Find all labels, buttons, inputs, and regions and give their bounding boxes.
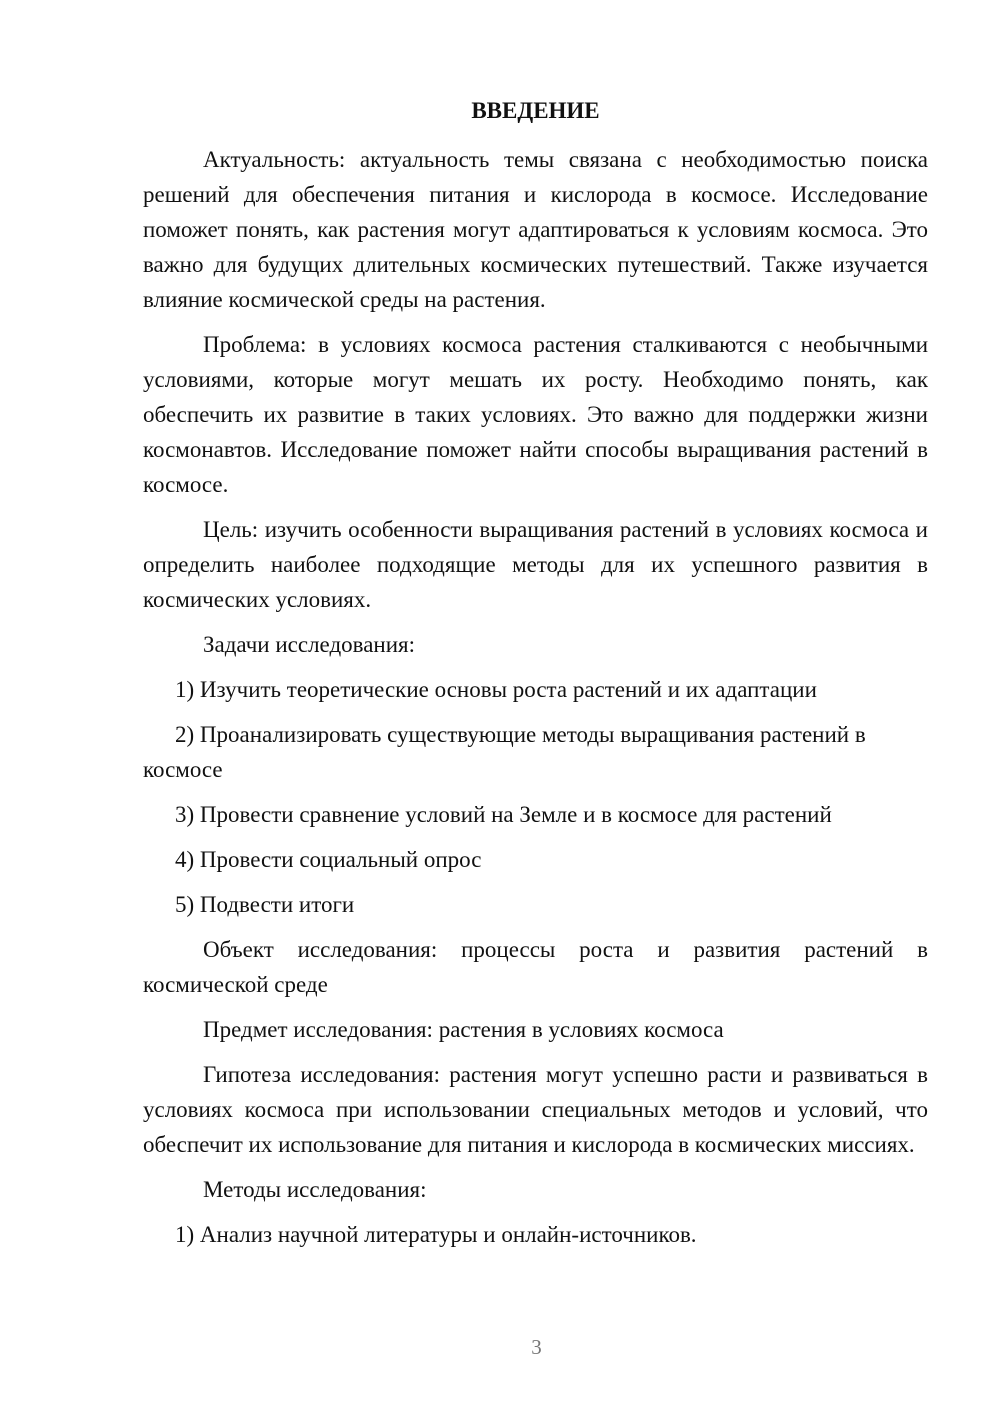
paragraph-subject: Предмет исследования: растения в условиях космоса — [203, 1017, 724, 1042]
task-item-4: 4) Провести социальный опрос — [175, 847, 482, 872]
paragraph-goal: Цель: изучить особенности выращивания растений в условиях космоса и определить наиболее подходящие методы для их успешного развития в космических условиях. — [143, 517, 928, 612]
paragraph-hypothesis: Гипотеза исследования: растения могут успешно расти и развиваться в условиях космоса при использовании специальных методов и условий, что обеспечит их использование для питания и кислорода в космических миссиях. — [143, 1062, 928, 1157]
tasks-heading: Задачи исследования: — [203, 632, 416, 657]
paragraph-problem: Проблема: в условиях космоса растения сталкиваются с необычными условиями, которые могут мешать их росту. Необходимо понять, как обеспечить их развитие в таких условиях. Это важно для поддержки жизни космонавтов. Исследование поможет найти способы выращивания растений в космосе. — [143, 332, 928, 497]
task-item-5: 5) Подвести итоги — [175, 892, 355, 917]
paragraph-relevance: Актуальность: актуальность темы связана с необходимостью поиска решений для обеспечения питания и кислорода в космосе. Исследование поможет понять, как растения могут адаптироваться к условиям космоса. Это важно для будущих длительных космических путешествий. Также изучается влияние космической среды на растения. — [143, 147, 928, 312]
body-text — [143, 142, 928, 1262]
task-item-3: 3) Провести сравнение условий на Земле и в космосе для растений — [175, 802, 832, 827]
task-item-1: 1) Изучить теоретические основы роста растений и их адаптации — [175, 677, 817, 702]
section-title: ВВЕДЕНИЕ — [471, 98, 600, 123]
page-number: 3 — [531, 1335, 542, 1359]
paragraph-object: Объект исследования: процессы роста и развития растений в космической среде — [143, 937, 928, 997]
method-item-1: 1) Анализ научной литературы и онлайн-источников. — [175, 1222, 697, 1247]
task-item-2: 2) Проанализировать существующие методы выращивания растений в космосе — [143, 722, 866, 782]
methods-heading: Методы исследования: — [203, 1177, 427, 1202]
